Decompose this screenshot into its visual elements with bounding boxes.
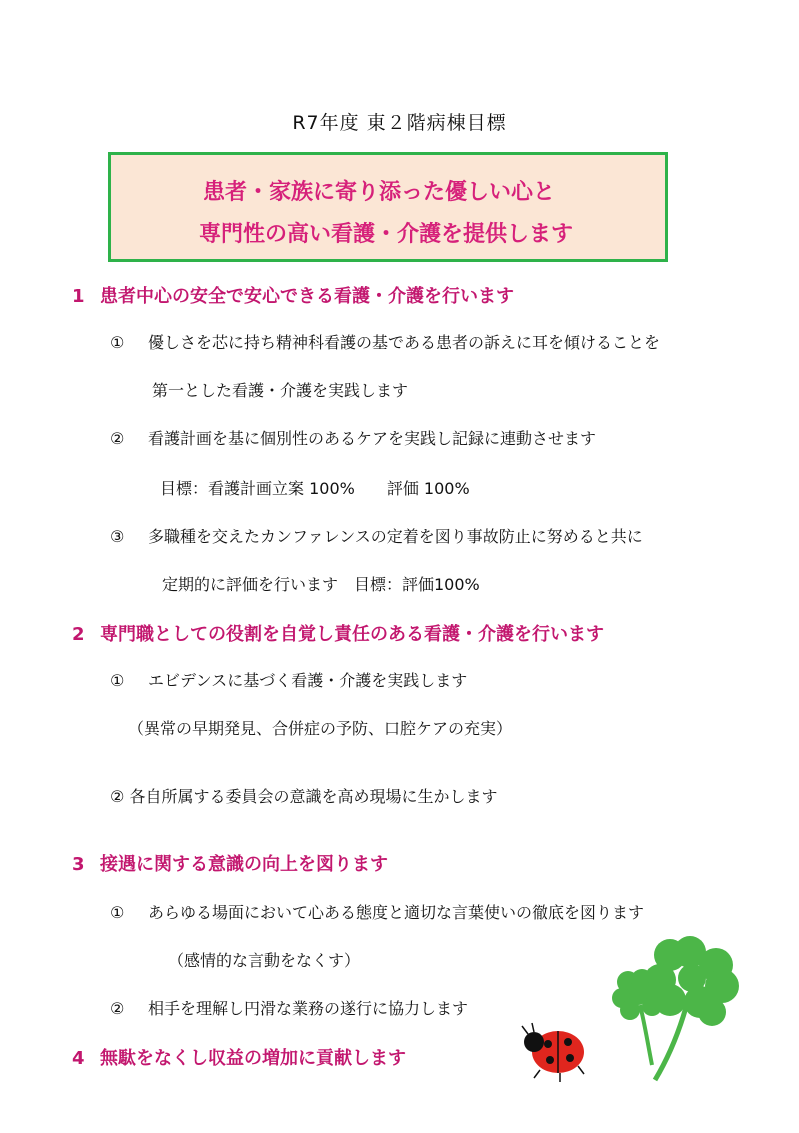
item-text: あらゆる場面において心ある態度と適切な言葉使いの徹底を図ります bbox=[148, 903, 645, 922]
item-text: エビデンスに基づく看護・介護を実践します bbox=[148, 671, 468, 690]
item-marker: ③ bbox=[110, 527, 125, 546]
item-text: 各自所属する委員会の意識を高め現場に生かします bbox=[129, 787, 498, 806]
item-marker: ① bbox=[110, 333, 125, 352]
item-continuation: （感情的な言動をなくす） bbox=[168, 951, 361, 970]
item-text: 看護計画を基に個別性のあるケアを実践し記録に連動させます bbox=[148, 429, 597, 448]
item-marker: ② bbox=[110, 787, 125, 806]
section-heading-text: 専門職としての役割を自覚し責任のある看護・介護を行います bbox=[100, 624, 604, 645]
list-item bbox=[110, 330, 660, 353]
motto-box bbox=[108, 152, 668, 262]
section-number: 1 bbox=[72, 286, 85, 307]
list-item bbox=[110, 996, 468, 1019]
section-2-heading bbox=[72, 620, 604, 646]
section-4-heading bbox=[72, 1044, 406, 1070]
motto-line-2: 専門性の高い看護・介護を提供します bbox=[199, 222, 574, 247]
section-heading-text: 接遇に関する意識の向上を図ります bbox=[100, 854, 388, 875]
motto-line-1: 患者・家族に寄り添った優しい心と bbox=[203, 180, 556, 205]
item-marker: ① bbox=[110, 671, 125, 690]
section-heading-text: 患者中心の安全で安心できる看護・介護を行います bbox=[100, 286, 514, 307]
section-3-heading bbox=[72, 850, 388, 876]
section-number: 4 bbox=[72, 1048, 85, 1069]
section-heading-text: 無駄をなくし収益の増加に貢献します bbox=[100, 1048, 406, 1069]
item-continuation: 第一とした看護・介護を実践します bbox=[152, 381, 409, 400]
item-text: 多職種を交えたカンファレンスの定着を図り事故防止に努めると共に bbox=[148, 527, 643, 546]
section-number: 2 bbox=[72, 624, 85, 645]
item-marker: ① bbox=[110, 903, 125, 922]
section-1-heading bbox=[72, 282, 514, 308]
ladybug-icon bbox=[522, 1023, 584, 1082]
list-item bbox=[110, 426, 596, 449]
item-continuation: 定期的に評価を行います 目標：評価100% bbox=[162, 575, 480, 594]
list-item bbox=[110, 900, 644, 923]
item-text: 相手を理解し円滑な業務の遂行に協力します bbox=[148, 999, 469, 1018]
clover-icon bbox=[612, 936, 739, 1080]
list-item bbox=[110, 668, 467, 691]
decoration bbox=[520, 930, 780, 1100]
item-continuation: （異常の早期発見、合併症の予防、口腔ケアの充実） bbox=[128, 719, 513, 738]
page-title: R7年度 東２階病棟目標 bbox=[292, 112, 507, 134]
item-marker: ② bbox=[110, 429, 125, 448]
item-marker: ② bbox=[110, 999, 125, 1018]
item-text: 優しさを芯に持ち精神科看護の基である患者の訴えに耳を傾けることを bbox=[148, 333, 661, 352]
item-continuation: 目標：看護計画立案 100% 評価 100% bbox=[160, 479, 470, 498]
list-item bbox=[110, 784, 497, 807]
section-number: 3 bbox=[72, 854, 85, 875]
list-item bbox=[110, 524, 643, 547]
